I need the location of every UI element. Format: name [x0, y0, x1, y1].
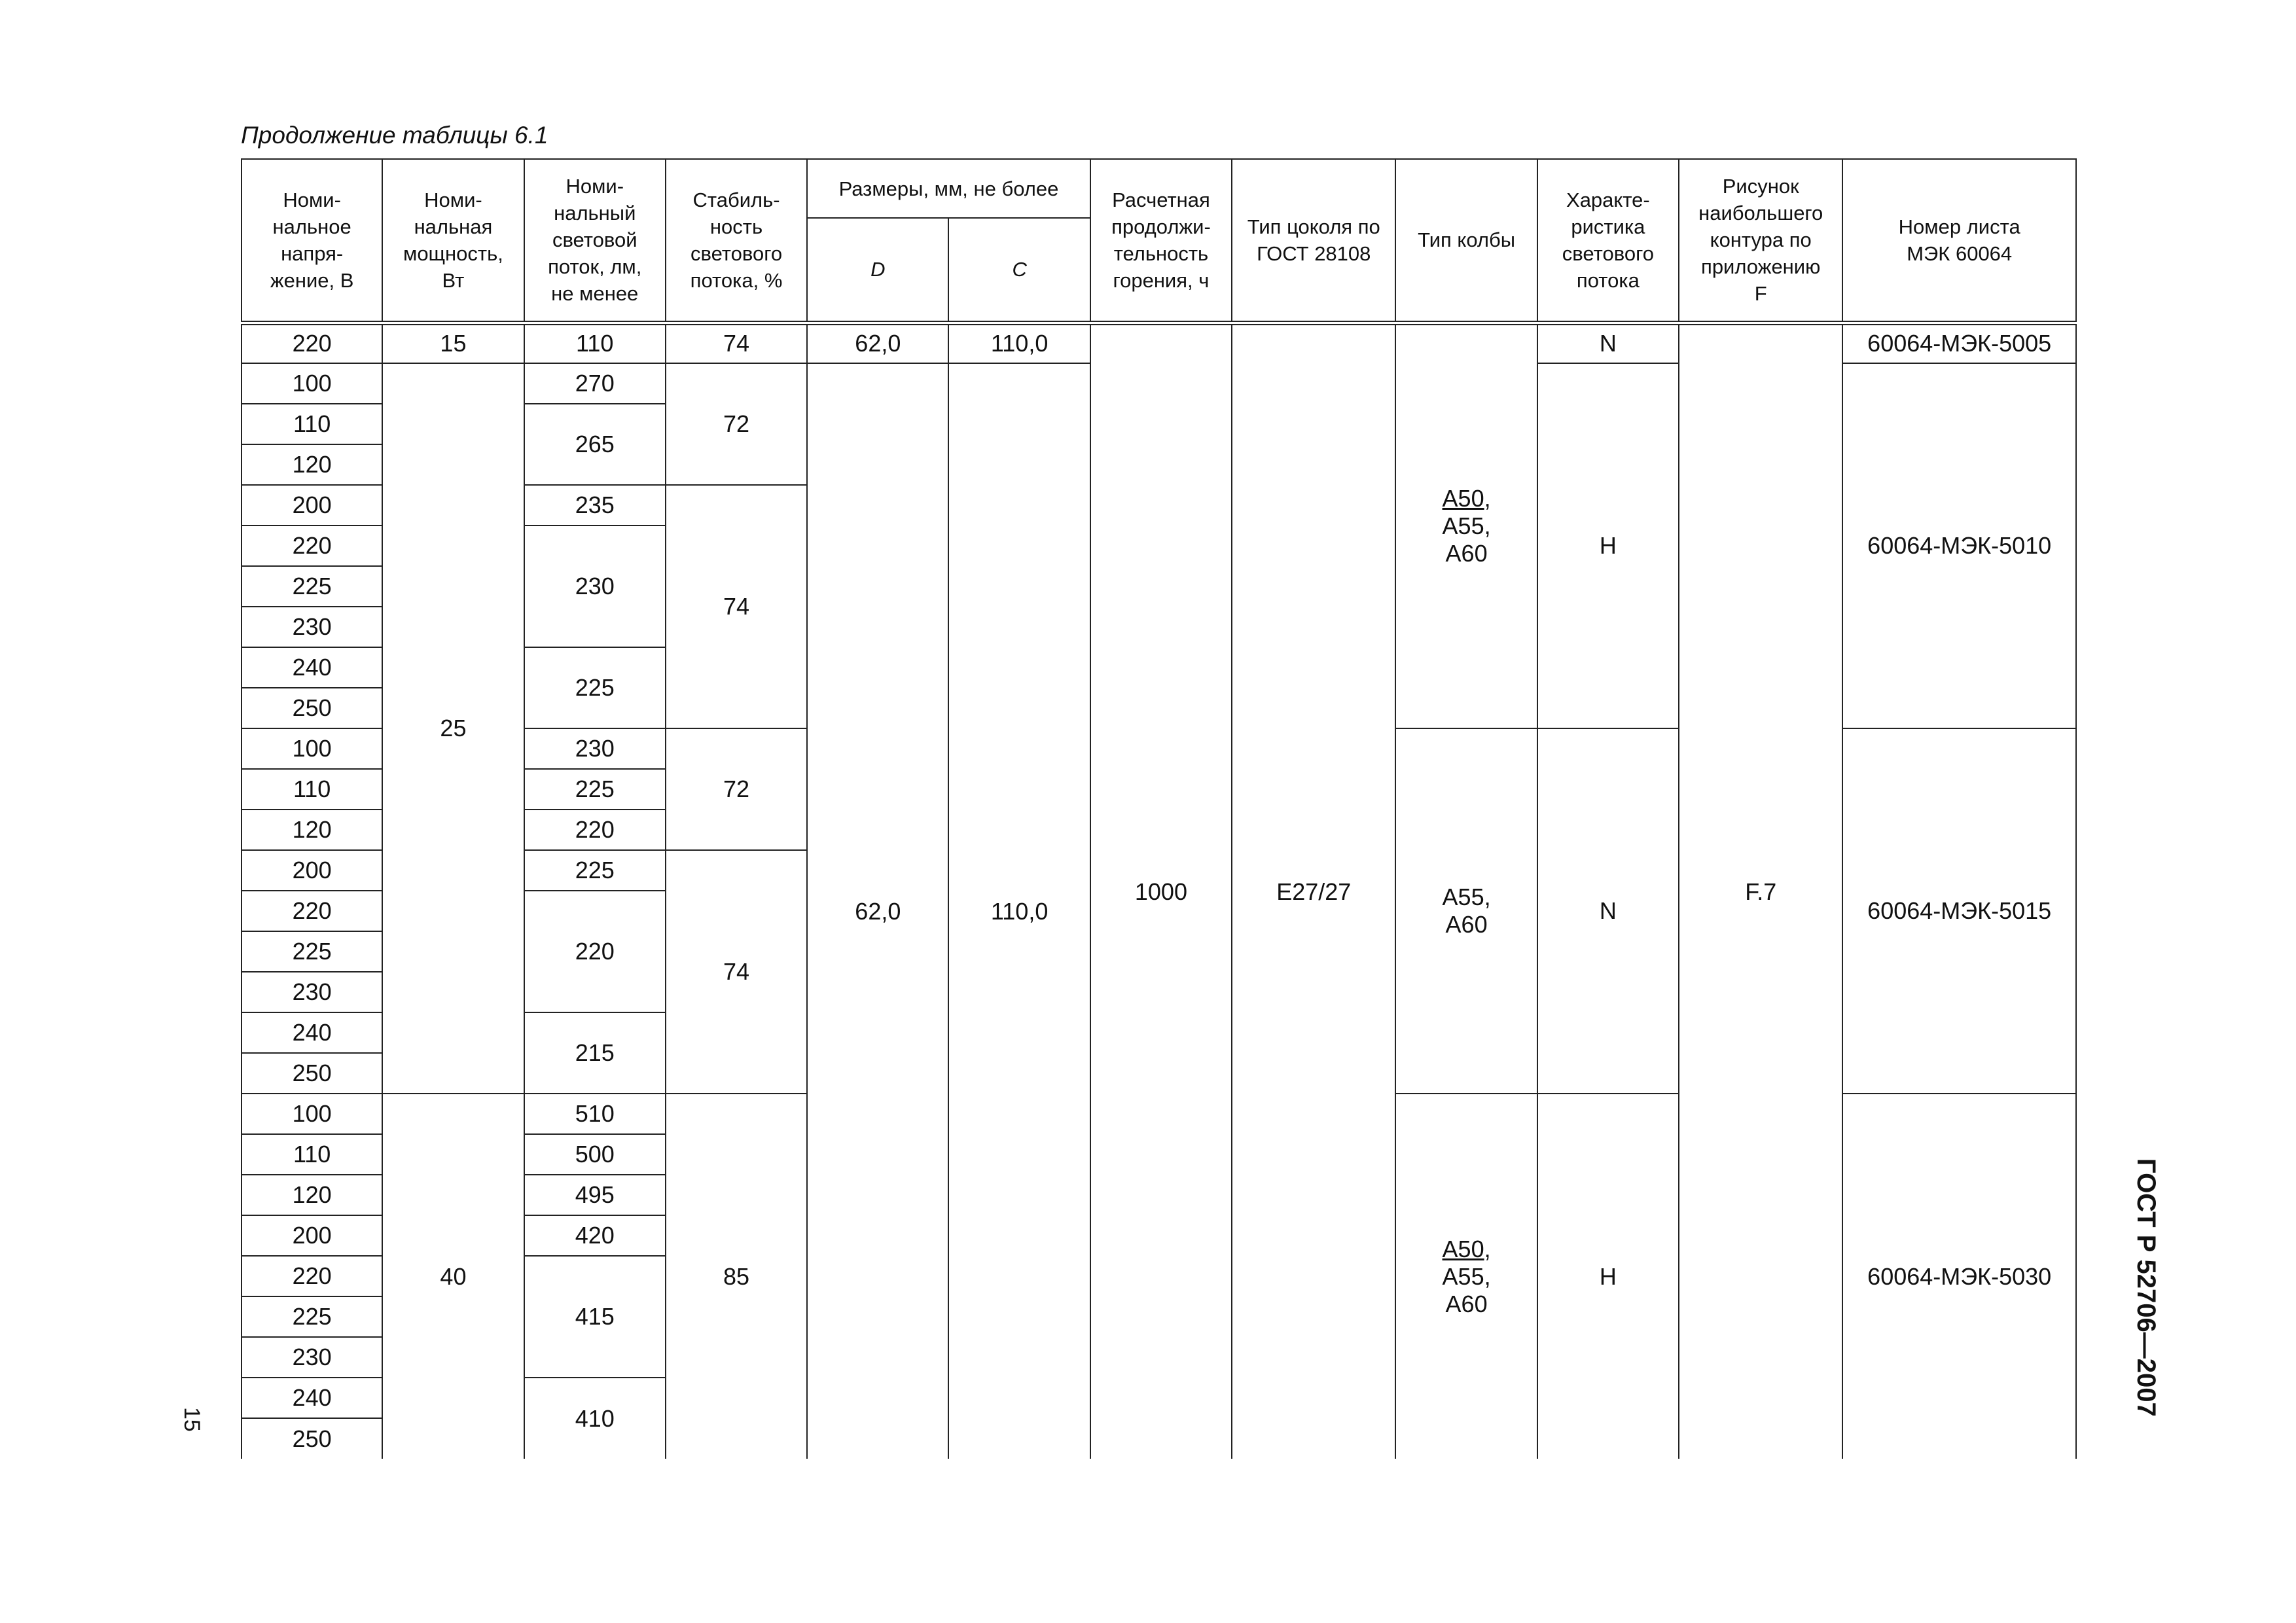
- table-body: [242, 323, 2076, 1459]
- stability-cell: 72: [666, 728, 807, 850]
- sheet-cell: 60064-МЭК-5030: [1842, 1094, 2076, 1459]
- voltage-cell: 100: [242, 1094, 382, 1134]
- specs-table: [241, 158, 2077, 1459]
- flux-char-cell: N: [1537, 323, 1679, 363]
- flux-cell: 410: [524, 1378, 666, 1459]
- voltage-cell: 250: [242, 1053, 382, 1094]
- table-row: [242, 323, 2076, 363]
- outline-cell: F.7: [1679, 323, 1842, 1459]
- voltage-cell: 200: [242, 1215, 382, 1256]
- power-cell: 15: [382, 323, 524, 363]
- header-power: Номи- нальная мощность, Вт: [382, 159, 524, 323]
- header-bulb: Тип колбы: [1395, 159, 1537, 323]
- flux-cell: 495: [524, 1175, 666, 1215]
- table-caption: Продолжение таблицы 6.1: [241, 122, 548, 149]
- voltage-cell: 240: [242, 1378, 382, 1418]
- table-header: [242, 159, 2076, 323]
- bulb-underlined: A50: [1442, 1235, 1484, 1262]
- flux-cell: 225: [524, 647, 666, 728]
- voltage-cell: 225: [242, 931, 382, 972]
- stability-cell: 74: [666, 485, 807, 728]
- voltage-cell: 240: [242, 1012, 382, 1053]
- flux-cell: 270: [524, 363, 666, 404]
- flux-char-cell: H: [1537, 1094, 1679, 1459]
- voltage-cell: 225: [242, 1296, 382, 1337]
- header-sheet: Номер листа МЭК 60064: [1842, 159, 2076, 323]
- voltage-cell: 220: [242, 1256, 382, 1296]
- header-flux-char: Характе- ристика светового потока: [1537, 159, 1679, 323]
- header-stability: Стабиль- ность светового потока, %: [666, 159, 807, 323]
- flux-cell: 420: [524, 1215, 666, 1256]
- voltage-cell: 250: [242, 688, 382, 728]
- life-cell: 1000: [1090, 323, 1232, 1459]
- header-outline: Рисунок наибольшего контура по приложению F: [1679, 159, 1842, 323]
- flux-cell: 235: [524, 485, 666, 526]
- power-cell: 40: [382, 1094, 524, 1459]
- stability-cell: 85: [666, 1094, 807, 1459]
- voltage-cell: 200: [242, 485, 382, 526]
- voltage-cell: 225: [242, 566, 382, 607]
- bulb-cell: [1395, 1094, 1537, 1459]
- voltage-cell: 120: [242, 810, 382, 850]
- bulb-rest: , A55, A60: [1442, 485, 1491, 567]
- flux-cell: 225: [524, 769, 666, 810]
- stability-cell: 72: [666, 363, 807, 485]
- flux-char-cell: N: [1537, 728, 1679, 1094]
- flux-cell: 110: [524, 323, 666, 363]
- header-voltage: Номи- нальное напря- жение, В: [242, 159, 382, 323]
- voltage-cell: 230: [242, 972, 382, 1012]
- flux-cell: 215: [524, 1012, 666, 1094]
- page-number: 15: [179, 1407, 204, 1432]
- voltage-cell: 240: [242, 647, 382, 688]
- flux-cell: 230: [524, 526, 666, 647]
- flux-cell: 230: [524, 728, 666, 769]
- stability-cell: 74: [666, 323, 807, 363]
- bulb-cell: [1395, 323, 1537, 728]
- voltage-cell: 250: [242, 1418, 382, 1459]
- voltage-cell: 120: [242, 1175, 382, 1215]
- dim-c-cell: 110,0: [948, 323, 1090, 363]
- sheet-cell: 60064-МЭК-5015: [1842, 728, 2076, 1094]
- flux-char-cell: H: [1537, 363, 1679, 728]
- flux-cell: 220: [524, 810, 666, 850]
- power-cell: 25: [382, 363, 524, 1094]
- sheet-cell: 60064-МЭК-5005: [1842, 323, 2076, 363]
- voltage-cell: 110: [242, 1134, 382, 1175]
- header-dim-d: D: [807, 218, 948, 323]
- header-base: Тип цоколя по ГОСТ 28108: [1232, 159, 1395, 323]
- voltage-cell: 220: [242, 891, 382, 931]
- header-flux: Номи- нальный световой поток, лм, не менее: [524, 159, 666, 323]
- voltage-cell: 230: [242, 607, 382, 647]
- voltage-cell: 110: [242, 404, 382, 444]
- voltage-cell: 100: [242, 363, 382, 404]
- dim-d-cell: 62,0: [807, 323, 948, 363]
- dim-c-cell: 110,0: [948, 363, 1090, 1459]
- flux-cell: 500: [524, 1134, 666, 1175]
- bulb-rest: A55, A60: [1442, 883, 1491, 938]
- voltage-cell: 110: [242, 769, 382, 810]
- sheet-cell: 60064-МЭК-5010: [1842, 363, 2076, 728]
- bulb-rest: , A55, A60: [1442, 1235, 1491, 1317]
- bulb-underlined: A50: [1442, 485, 1484, 512]
- dim-d-cell: 62,0: [807, 363, 948, 1459]
- voltage-cell: 120: [242, 444, 382, 485]
- voltage-cell: 230: [242, 1337, 382, 1378]
- flux-cell: 510: [524, 1094, 666, 1134]
- flux-cell: 265: [524, 404, 666, 485]
- header-dimensions: Размеры, мм, не более: [807, 159, 1090, 218]
- base-cell: E27/27: [1232, 323, 1395, 1459]
- bulb-cell: [1395, 728, 1537, 1094]
- header-dim-c: C: [948, 218, 1090, 323]
- voltage-cell: 220: [242, 526, 382, 566]
- voltage-cell: 100: [242, 728, 382, 769]
- standard-code: ГОСТ Р 52706—2007: [2132, 1158, 2161, 1417]
- header-life: Расчетная продолжи- тельность горения, ч: [1090, 159, 1232, 323]
- stability-cell: 74: [666, 850, 807, 1094]
- flux-cell: 220: [524, 891, 666, 1012]
- flux-cell: 415: [524, 1256, 666, 1378]
- voltage-cell: 200: [242, 850, 382, 891]
- voltage-cell: 220: [242, 323, 382, 363]
- flux-cell: 225: [524, 850, 666, 891]
